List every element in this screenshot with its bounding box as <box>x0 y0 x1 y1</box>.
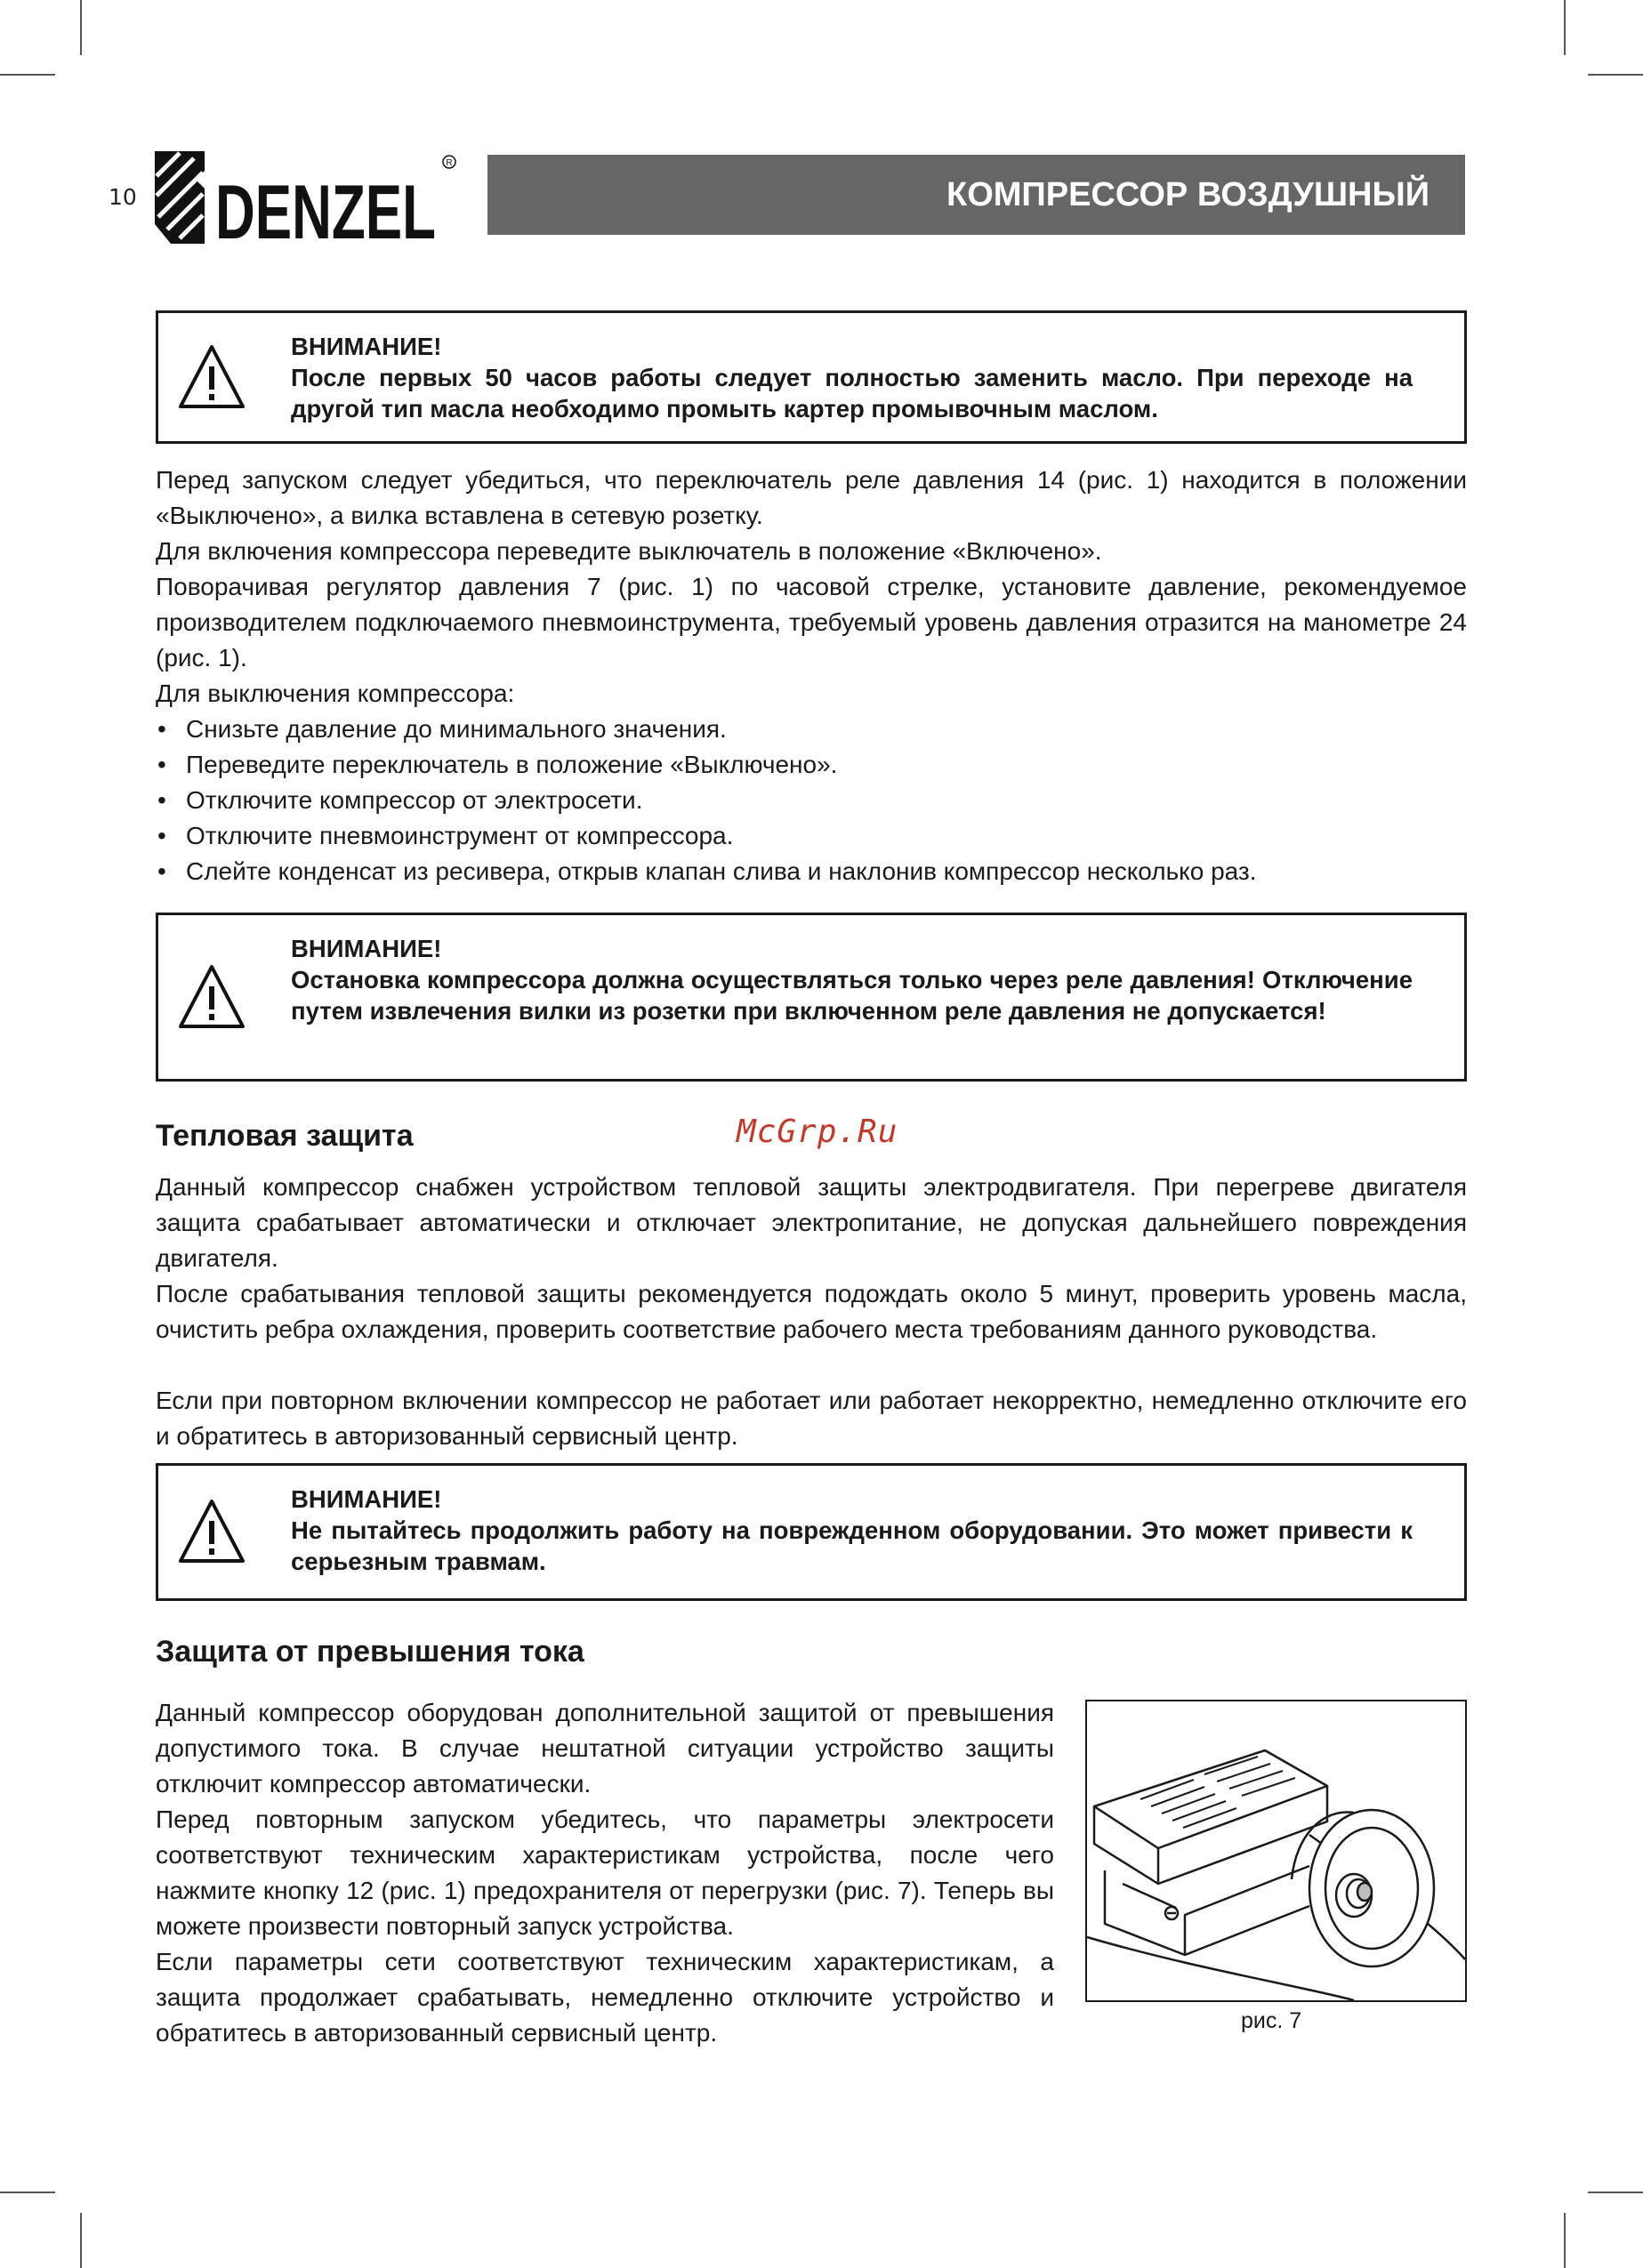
paragraph: Поворачивая регулятор давления 7 (рис. 1) по часовой стрелке, установите давление, рекомендуемое производителем подключаемого пневмоинструмента, требуемый уровень давления отразится на манометре 24 (рис. 1). <box>156 573 1467 672</box>
crop-mark <box>1564 2213 1566 2268</box>
list-item: • Отключите пневмоинструмент от компрессора. <box>156 818 1467 854</box>
list-item: • Отключите компрессор от электросети. <box>156 783 1467 818</box>
compressor-overload-illustration <box>1087 1701 1465 2000</box>
crop-mark <box>1588 2192 1643 2193</box>
warning-text: Остановка компрессора должна осуществляться только через реле давления! Отключение путем извлечения вилки из розетки при включенном реле давления не допускается! <box>291 966 1413 1025</box>
paragraph: Перед запуском следует убедиться, что переключатель реле давления 14 (рис. 1) находится в положении «Выключено», а вилка вставлена в сетевую розетку. <box>156 466 1467 529</box>
paragraph: Для выключения компрессора: <box>156 680 515 707</box>
denzel-wordmark: DENZEL <box>215 170 436 255</box>
watermark: McGrp.Ru <box>737 1114 898 1150</box>
warning-heading: ВНИМАНИЕ! <box>291 935 442 962</box>
paragraph: Перед повторным запуском убедитесь, что параметры электросети соответствуют техническим характеристикам устройства, после чего нажмите кнопку 12 (рис. 1) предохранителя от перегрузки (рис. 7). Теперь вы можете произвести повторный запуск устройства. <box>156 1806 1054 1940</box>
section-title: Защита от превышения тока <box>156 1635 584 1669</box>
figure-7 <box>1085 1700 1467 2002</box>
denzel-emblem-icon <box>155 151 205 244</box>
warning-text: После первых 50 часов работы следует полностью заменить масло. При переходе на другой тип масла необходимо промыть картер промывочным маслом. <box>291 364 1413 422</box>
paragraph: Если при повторном включении компрессор не работает или работает некорректно, немедленно отключите его и обратитесь в авторизованный сервисный центр. <box>156 1387 1467 1450</box>
warning-box <box>156 310 1467 444</box>
paragraph: Данный компрессор оборудован дополнительной защитой от превышения допустимого тока. В случае нештатной ситуации устройство защиты отключит компрессор автоматически. <box>156 1699 1054 1798</box>
paragraph: Если параметры сети соответствуют техническим характеристикам, а защита продолжает срабатывать, немедленно отключите устройство и обратитесь в авторизованный сервисный центр. <box>156 1948 1054 2047</box>
denzel-logo <box>153 149 464 255</box>
crop-mark <box>80 0 82 55</box>
svg-text:R: R <box>446 158 453 168</box>
section-title: Тепловая защита <box>156 1119 414 1153</box>
warning-triangle-icon <box>178 1498 246 1565</box>
list-item: • Переведите переключатель в положение «Выключено». <box>156 747 1467 783</box>
bullet-list <box>156 712 1467 889</box>
warning-box <box>156 1463 1467 1601</box>
paragraph: После срабатывания тепловой защиты рекомендуется подождать около 5 минут, проверить уровень масла, очистить ребра охлаждения, проверить соответствие рабочего места требованиям данного руководства. <box>156 1280 1467 1343</box>
paragraph: Для включения компрессора переведите выключатель в положение «Включено». <box>156 537 1102 565</box>
warning-triangle-icon <box>178 963 246 1031</box>
crop-mark <box>1588 74 1643 76</box>
crop-mark <box>80 2213 82 2268</box>
figure-caption: рис. 7 <box>1241 2008 1302 2033</box>
warning-triangle-icon <box>178 343 246 411</box>
warning-heading: ВНИМАНИЕ! <box>291 1485 442 1513</box>
page-number: 10 <box>109 184 137 210</box>
warning-box <box>156 913 1467 1082</box>
crop-mark <box>0 74 55 76</box>
warning-heading: ВНИМАНИЕ! <box>291 333 442 360</box>
warning-text: Не пытайтесь продолжить работу на поврежденном оборудовании. Это может привести к серьезным травмам. <box>291 1516 1413 1575</box>
header-title: КОМПРЕССОР ВОЗДУШНЫЙ <box>946 175 1430 213</box>
paragraph: Данный компрессор снабжен устройством тепловой защиты электродвигателя. При перегреве двигателя защита срабатывает автоматически и отключает электропитание, не допуская дальнейшего повреждения двигателя. <box>156 1173 1467 1272</box>
crop-mark <box>0 2192 55 2193</box>
crop-mark <box>1564 0 1566 55</box>
list-item: • Снизьте давление до минимального значения. <box>156 712 1467 747</box>
list-item: • Слейте конденсат из ресивера, открыв клапан слива и наклонив компрессор несколько раз. <box>156 854 1467 889</box>
header-bar <box>487 155 1465 235</box>
